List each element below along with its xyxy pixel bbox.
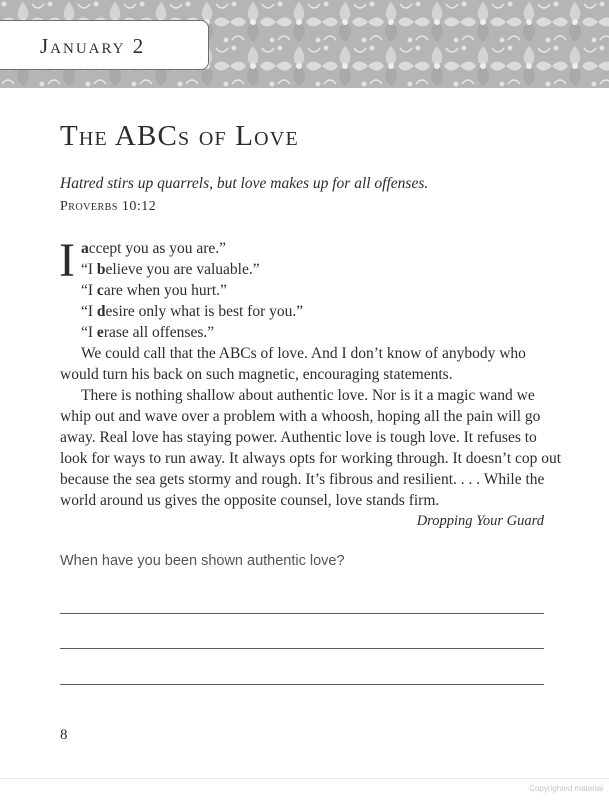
body-line: “I desire only what is best for you.” bbox=[81, 303, 304, 320]
body-line: away. Real love has staying power. Authentic love is tough love. It refuses to bbox=[60, 429, 537, 446]
answer-line bbox=[60, 613, 544, 614]
scripture-reference: Proverbs 10:12 bbox=[60, 199, 157, 214]
devotion-date: January 2 bbox=[40, 34, 146, 58]
abc-letter: b bbox=[96, 261, 106, 278]
abc-letter: d bbox=[96, 303, 106, 320]
source-attribution: Dropping Your Guard bbox=[416, 513, 544, 529]
body-line: look for ways to run away. It always opts for working through. It doesn’t cop out bbox=[60, 450, 562, 467]
body-line: “I believe you are valuable.” bbox=[81, 261, 260, 278]
abc-letter: c bbox=[96, 282, 104, 299]
body-line: world around us gives the opposite counsel, love stands firm. bbox=[60, 492, 440, 509]
devotion-title: The ABCs of Love bbox=[60, 120, 299, 152]
footer-divider bbox=[0, 778, 609, 779]
body-line: accept you as you are.” bbox=[81, 240, 227, 257]
scripture-verse: Hatred stirs up quarrels, but love makes up for all offenses. bbox=[60, 175, 429, 192]
body-line: because the sea gets stormy and rough. It’s fibrous and resilient. . . . While the bbox=[60, 471, 545, 488]
answer-line bbox=[60, 684, 544, 685]
body-line: whip out and wave over a problem with a whoosh, hoping all the pain will go bbox=[60, 408, 541, 425]
copyright-notice: Copyrighted material bbox=[529, 784, 603, 793]
drop-cap: I bbox=[59, 234, 75, 287]
body-line: “I erase all offenses.” bbox=[81, 324, 215, 341]
answer-line bbox=[60, 648, 544, 649]
body-line: We could call that the ABCs of love. And I don’t know of anybody who bbox=[81, 345, 526, 362]
body-line: would turn his back on such magnetic, encouraging statements. bbox=[60, 366, 453, 383]
abc-letter: a bbox=[81, 240, 89, 257]
page-number: 8 bbox=[60, 727, 68, 743]
body-line: There is nothing shallow about authentic love. Nor is it a magic wand we bbox=[81, 387, 535, 404]
reflection-question: When have you been shown authentic love? bbox=[60, 553, 345, 569]
body-line: “I care when you hurt.” bbox=[81, 282, 227, 299]
abc-letter: e bbox=[96, 324, 104, 341]
